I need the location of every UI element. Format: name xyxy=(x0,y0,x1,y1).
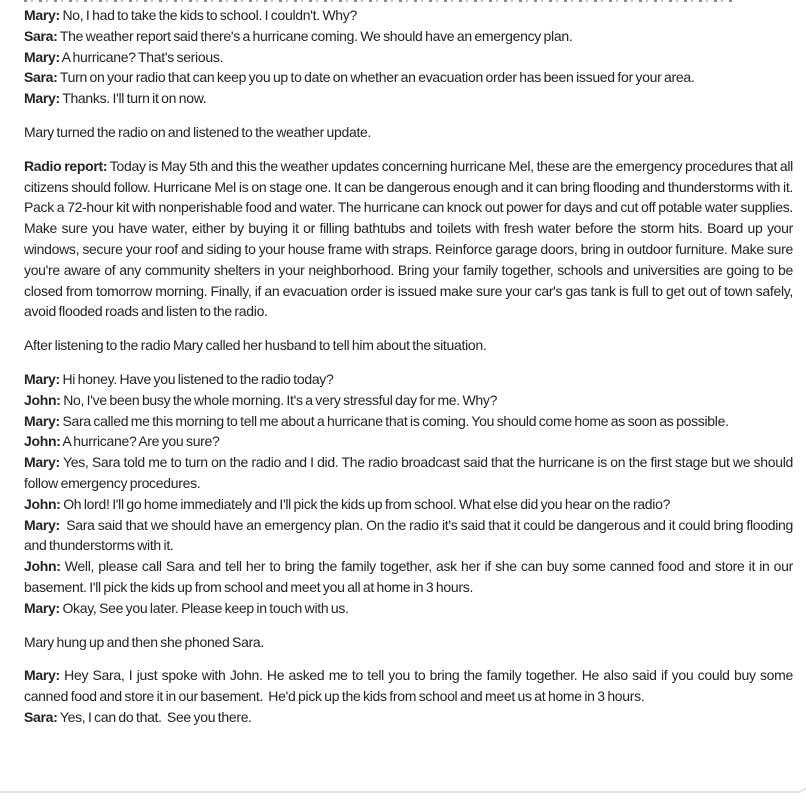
dialogue-line xyxy=(24,494,793,515)
dialogue-line xyxy=(24,431,793,452)
dialogue-text: No, I had to take the kids to school. I couldn't. Why? xyxy=(59,7,357,23)
dialogue-line xyxy=(24,556,793,598)
dialogue-text: Okay, See you later. Please keep in touch with us. xyxy=(59,599,349,616)
narration-text: After listening to the radio Mary called her husband to tell him about the situation. xyxy=(24,337,487,354)
narration-section-3 xyxy=(24,632,793,653)
dialogue-text: Yes, I can do that. See you there. xyxy=(57,708,252,725)
dialogue-text: A hurricane? That's serious. xyxy=(59,48,224,65)
radio-report-line xyxy=(24,156,793,322)
dialogue-line xyxy=(24,390,793,411)
speaker-name: Mary: xyxy=(24,370,60,387)
dialogue-text: Thanks. I'll turn it on now. xyxy=(59,90,207,107)
dialogue-line xyxy=(24,452,793,494)
dialogue-line xyxy=(24,67,793,88)
speaker-name: Mary: xyxy=(24,7,60,23)
dialogue-line xyxy=(24,47,793,68)
dialogue-text: Oh lord! I'll go home immediately and I'll pick the kids up from school. What else did you hear on the radio? xyxy=(60,495,671,512)
dialogue-line xyxy=(24,707,793,728)
dialogue-text: A hurricane? Are you sure? xyxy=(60,433,220,450)
dialogue-text: Well, please call Sara and tell her to bring the family together, ask her if she can buy some canned food and store it in our basement. I'll pick the kids up from school and meet you all at home in 3 hours. xyxy=(24,558,793,595)
dialogue-text: Yes, Sara told me to turn on the radio and I did. The radio broadcast said that the hurricane is on the first stage but we should follow emergency procedures. xyxy=(24,454,793,491)
speaker-name: Mary: xyxy=(24,412,60,429)
speaker-name: Mary: xyxy=(24,667,60,684)
dialogue-line xyxy=(24,515,793,557)
speaker-name: John: xyxy=(24,433,61,450)
radio-report-text: Today is May 5th and this the weather updates concerning hurricane Mel, these are the emergency procedures that all citizens should follow. Hurricane Mel is on stage one. It can be dangerous enough and it can bring flooding and thunderstorms with it. Pack a 72-hour kit with nonperishable food and water. The hurricane can knock out power for days and cut off potable water supplies. Make sure you have water, either by buying it or filling bathtubs and toilets with fresh water before the storm hits. Board up your windows, secure your roof and siding to your house frame with straps. Reinforce garage doors, bring in outdoor furniture. Make sure you're aware of any community shelters in your neighborhood. Bring your family together, schools and universities are going to be closed from tomorrow morning. Finally, if an evacuation order is issued make sure your car's gas tank is full to get out of town safely, avoid flooded roads and listen to the radio. xyxy=(24,157,793,320)
narration-text: Mary turned the radio on and listened to the weather update. xyxy=(24,123,372,140)
narration-section-2 xyxy=(24,335,793,356)
speaker-name: Radio report: xyxy=(24,157,108,174)
narration-line xyxy=(24,632,793,653)
narration-line xyxy=(24,335,793,356)
dialogue-text: No, I've been busy the whole morning. It's a very stressful day for me. Why? xyxy=(60,391,498,408)
dialogue-text: Hi honey. Have you listened to the radio today? xyxy=(59,370,334,387)
dialogue-line xyxy=(24,26,793,47)
dialogue-text: Sara said that we should have an emergency plan. On the radio it's said that it could be dangerous and it could bring flooding and thunderstorms with it. xyxy=(24,516,793,554)
dialogue-line xyxy=(24,665,793,707)
speaker-name: Mary: xyxy=(24,48,60,65)
speaker-name: Mary: xyxy=(24,454,60,471)
speaker-name: John: xyxy=(24,558,61,575)
speaker-name: John: xyxy=(24,391,61,408)
speaker-name: John: xyxy=(24,495,61,512)
speaker-name: Mary: xyxy=(24,516,60,533)
dialogue-line xyxy=(24,598,793,619)
dialogue-line xyxy=(24,88,793,109)
narration-section-1 xyxy=(24,122,793,143)
dialogue-text: Turn on your radio that can keep you up to date on whether an evacuation order has been issued for your area. xyxy=(57,69,695,86)
dialogue-section-1 xyxy=(24,5,793,109)
dialogue-line xyxy=(24,5,793,26)
dialogue-section-2 xyxy=(24,369,793,619)
speaker-name: Mary: xyxy=(24,90,60,107)
dialogue-text: Sara called me this morning to tell me about a hurricane that is coming. You should come home as soon as possible. xyxy=(59,412,729,429)
dialogue-line xyxy=(24,369,793,390)
dialogue-line xyxy=(24,411,793,432)
radio-report-section xyxy=(24,156,793,322)
dialogue-text: Hey Sara, I just spoke with John. He asked me to tell you to bring the family together. He also said if you could buy some canned food and store it in our basement. He'd pick up the kids from school and meet us at home in 3 hours. xyxy=(24,667,793,705)
speaker-name: Sara: xyxy=(24,708,58,725)
speaker-name: Sara: xyxy=(24,27,58,44)
dialogue-section-3 xyxy=(24,665,793,727)
dialogue-text: The weather report said there's a hurricane coming. We should have an emergency plan. xyxy=(57,27,573,44)
speaker-name: Mary: xyxy=(24,599,60,616)
narration-text: Mary hung up and then she phoned Sara. xyxy=(24,633,265,650)
narration-line xyxy=(24,122,793,143)
speaker-name: Sara: xyxy=(24,69,58,86)
